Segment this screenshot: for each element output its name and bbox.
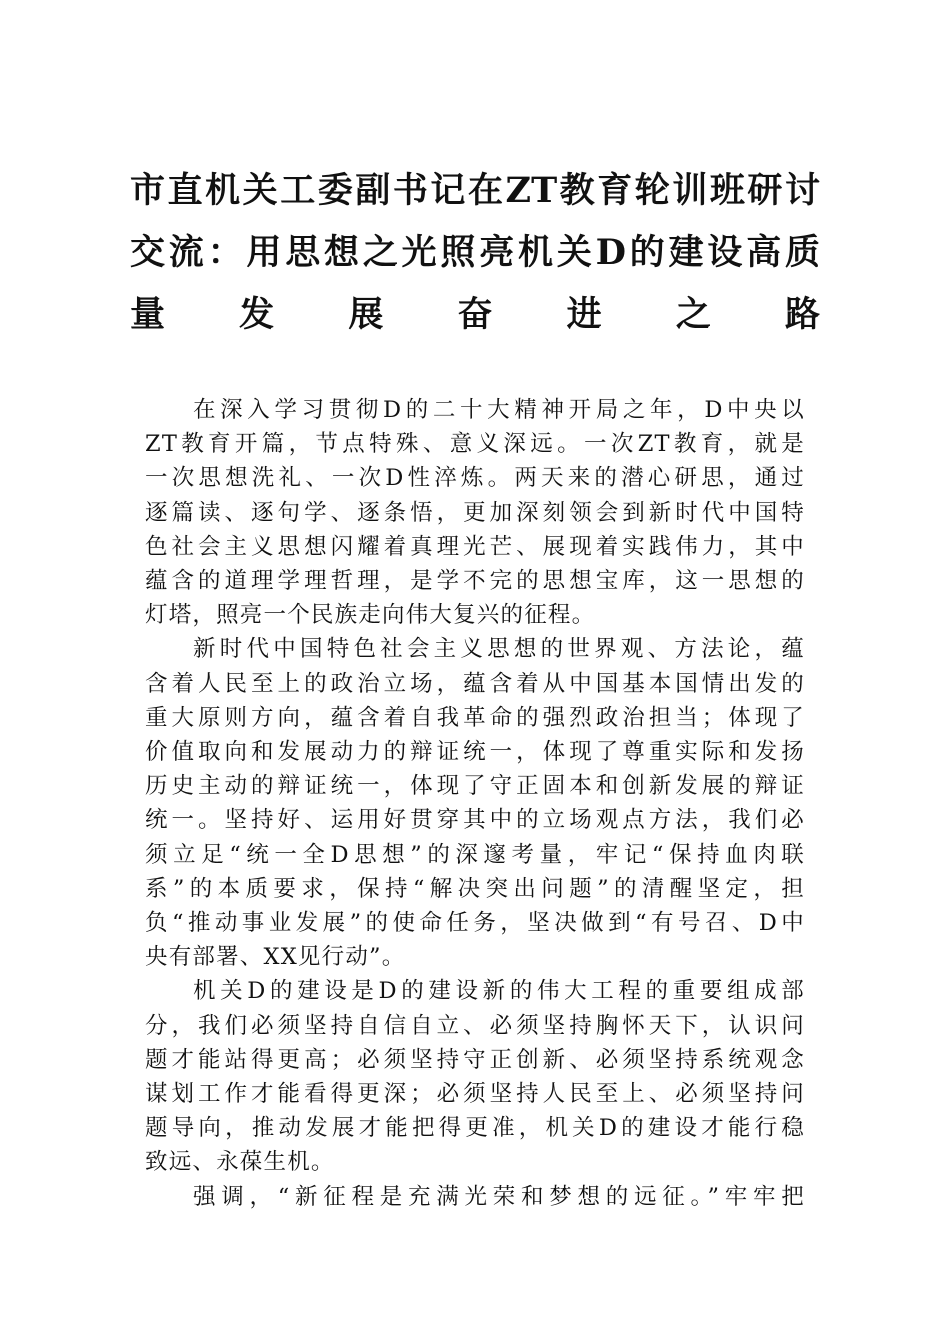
text-line: 蕴含的道理学理哲理，是学不完的思想宝库，这一思想的 bbox=[145, 568, 805, 595]
document-body bbox=[145, 393, 805, 1214]
text-line: 系”的本质要求，保持“解决突出问题”的清醒坚定，担 bbox=[145, 875, 805, 902]
text-line: 色社会主义思想闪耀着真理光芒、展现着实践伟力，其中 bbox=[145, 533, 805, 560]
text-line: 统一。坚持好、运用好贯穿其中的立场观点方法，我们必 bbox=[145, 807, 805, 834]
text-line: 央有部署、XX见行动”。 bbox=[145, 944, 406, 971]
paragraph bbox=[145, 974, 805, 1179]
text-line: ZT教育开篇，节点特殊、意义深远。一次ZT教育，就是 bbox=[145, 431, 805, 458]
text-line: 负“推动事业发展”的使命任务，坚决做到“有号召、D中 bbox=[145, 910, 805, 937]
text-line: 历史主动的辩证统一，体现了守正固本和创新发展的辩证 bbox=[145, 773, 805, 800]
text-line: 题导向，推动发展才能把得更准，机关D的建设才能行稳 bbox=[145, 1115, 805, 1142]
text-line: 强调，“新征程是充满光荣和梦想的远征。”牢牢把 bbox=[193, 1183, 805, 1210]
text-line: 重大原则方向，蕴含着自我革命的强烈政治担当；体现了 bbox=[145, 704, 805, 731]
text-line: 致远、永葆生机。 bbox=[145, 1149, 335, 1176]
text-line: 灯塔，照亮一个民族走向伟大复兴的征程。 bbox=[145, 602, 596, 629]
text-line: 须立足“统一全D思想”的深邃考量，牢记“保持血肉联 bbox=[145, 841, 805, 868]
text-line: 含着人民至上的政治立场，蕴含着从中国基本国情出发的 bbox=[145, 670, 805, 697]
paragraph bbox=[145, 1180, 805, 1214]
text-line: 题才能站得更高；必须坚持守正创新、必须坚持系统观念 bbox=[145, 1046, 805, 1073]
title-line: 市直机关工委副书记在ZT教育轮训班研讨 bbox=[130, 170, 820, 211]
document-title bbox=[130, 160, 820, 346]
title-line: 量发展奋进之路 bbox=[130, 294, 820, 335]
title-line: 交流：用思想之光照亮机关D的建设高质 bbox=[130, 232, 820, 273]
paragraph bbox=[145, 393, 805, 632]
text-line: 一次思想洗礼、一次D性淬炼。两天来的潜心研思，通过 bbox=[145, 465, 805, 492]
text-line: 在深入学习贯彻D的二十大精神开局之年，D中央以 bbox=[193, 397, 805, 423]
text-line: 逐篇读、逐句学、逐条悟，更加深刻领会到新时代中国特 bbox=[145, 499, 805, 526]
paragraph bbox=[145, 632, 805, 974]
text-line: 机关D的建设是D的建设新的伟大工程的重要组成部 bbox=[193, 978, 805, 1005]
text-line: 价值取向和发展动力的辩证统一，体现了尊重实际和发扬 bbox=[145, 739, 805, 766]
text-line: 谋划工作才能看得更深；必须坚持人民至上、必须坚持问 bbox=[145, 1081, 805, 1108]
text-line: 新时代中国特色社会主义思想的世界观、方法论，蕴 bbox=[193, 636, 805, 663]
text-line: 分，我们必须坚持自信自立、必须坚持胸怀天下，认识问 bbox=[145, 1012, 805, 1039]
